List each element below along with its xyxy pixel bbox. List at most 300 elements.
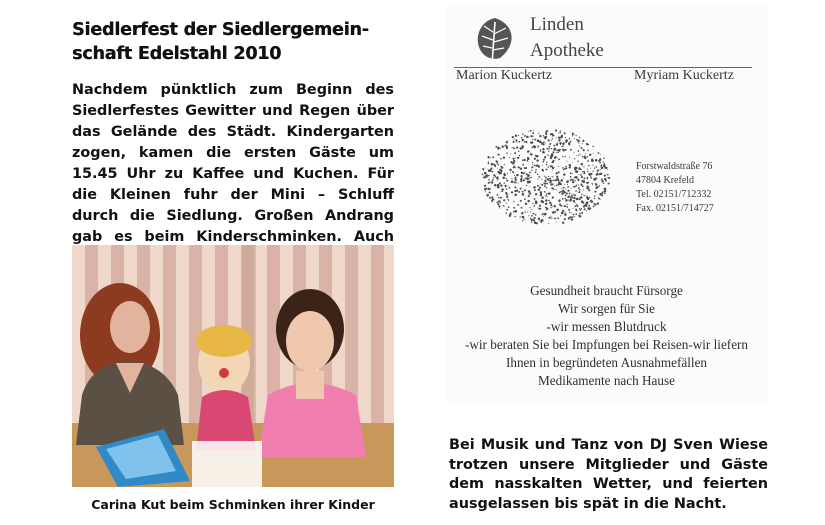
stipple-dot <box>488 161 489 162</box>
stipple-dot <box>593 178 594 179</box>
stipple-dot <box>566 193 568 195</box>
article-closing-text: Bei Musik und Tanz von DJ Sven Wiese trotzen unsere Mitglieder und Gäste dem nasskalten Wetter, und feierten ausgelassen bis spät in die Nacht. <box>449 437 768 512</box>
stipple-dot <box>581 176 583 178</box>
stipple-dot <box>497 176 499 178</box>
stipple-dot <box>513 160 515 162</box>
stipple-dot <box>524 171 525 172</box>
stipple-dot <box>604 190 607 193</box>
stipple-dot <box>560 144 561 145</box>
stipple-dot <box>522 191 524 193</box>
leaf-logo-icon <box>470 14 520 66</box>
stipple-dot <box>558 133 559 134</box>
stipple-dot <box>520 216 521 217</box>
stipple-dot <box>581 163 583 165</box>
stipple-dot <box>536 164 538 166</box>
pharmacy-name-line-1: Linden <box>530 14 584 35</box>
stipple-dot <box>587 177 588 178</box>
stipple-dot <box>540 149 541 150</box>
stipple-dot <box>595 159 598 162</box>
stipple-dot <box>546 169 548 171</box>
article-photo <box>72 245 394 487</box>
stipple-dot <box>524 198 526 200</box>
stipple-dot <box>510 172 511 173</box>
stipple-dot <box>556 172 558 174</box>
stipple-dot <box>496 202 497 203</box>
stipple-dot <box>500 197 502 199</box>
stipple-dot <box>596 186 599 189</box>
stipple-dot <box>512 171 513 172</box>
stipple-dot <box>592 165 593 166</box>
stipple-dot <box>503 157 505 159</box>
stipple-dot <box>564 212 565 213</box>
stipple-dot <box>543 182 544 183</box>
stipple-dot <box>581 212 583 214</box>
stipple-dot <box>552 161 554 163</box>
stipple-dot <box>584 195 585 196</box>
stipple-dot <box>550 202 552 204</box>
stipple-dot <box>531 209 532 210</box>
stipple-dot <box>489 182 490 183</box>
stipple-dot <box>550 183 552 185</box>
stipple-dot <box>587 160 589 162</box>
stipple-dot <box>565 188 566 189</box>
stipple-dot <box>535 155 536 156</box>
stipple-dot <box>592 171 593 172</box>
stipple-dot <box>523 172 525 174</box>
stipple-dot <box>556 209 559 212</box>
stipple-dot <box>495 176 496 177</box>
stipple-dot <box>535 214 537 216</box>
stipple-dot <box>489 188 491 190</box>
stipple-dot <box>511 178 512 179</box>
address-line: Tel. 02151/712332 <box>636 189 712 200</box>
stipple-dot <box>571 212 572 213</box>
stipple-dot <box>590 201 591 202</box>
stipple-dot <box>513 207 515 209</box>
stipple-dot <box>506 147 508 149</box>
stipple-dot <box>488 188 489 189</box>
stipple-dot <box>592 146 593 147</box>
stipple-dot <box>545 143 546 144</box>
stipple-dot <box>562 210 564 212</box>
stipple-dot <box>556 131 557 132</box>
stipple-dot <box>572 135 573 136</box>
stipple-dot <box>548 167 549 168</box>
stipple-dot <box>585 153 586 154</box>
stipple-dot <box>535 202 537 204</box>
stipple-dot <box>518 135 519 136</box>
stipple-dot <box>572 173 573 174</box>
stipple-dot <box>558 171 560 173</box>
stipple-dot <box>586 210 587 211</box>
stipple-dot <box>551 133 553 135</box>
slogan-line: Gesundheit braucht Fürsorge <box>530 283 683 298</box>
stipple-dot <box>599 193 602 196</box>
stipple-dot <box>532 164 533 165</box>
stipple-dot <box>554 157 556 159</box>
stipple-dot <box>527 174 530 177</box>
stipple-dot <box>507 140 508 141</box>
stipple-dot <box>527 160 529 162</box>
stipple-dot <box>555 137 556 138</box>
stipple-dot <box>529 186 530 187</box>
stipple-dot <box>578 150 580 152</box>
stipple-dot <box>599 173 601 175</box>
stipple-dot <box>579 191 581 193</box>
stipple-dot <box>591 183 592 184</box>
stippled-leaf-graphic <box>476 122 616 232</box>
stipple-dot <box>565 199 568 202</box>
stipple-dot <box>546 193 547 194</box>
stipple-dot <box>579 208 581 210</box>
stipple-dot <box>548 150 549 151</box>
stipple-dot <box>548 179 550 181</box>
stipple-dot <box>570 176 572 178</box>
stipple-dot <box>586 205 587 206</box>
slogan-line: Medikamente nach Hause <box>538 373 675 388</box>
stipple-dot <box>505 192 507 194</box>
stipple-dot <box>559 149 561 151</box>
stipple-dot <box>522 193 525 196</box>
stipple-dot <box>586 196 588 198</box>
stipple-dot <box>524 159 526 161</box>
stipple-dot <box>594 198 595 199</box>
stipple-dot <box>501 191 502 192</box>
stipple-dot <box>541 214 542 215</box>
stipple-dot <box>557 157 558 158</box>
stipple-dot <box>545 158 546 159</box>
stipple-dot <box>554 148 557 151</box>
stipple-dot <box>520 175 522 177</box>
stipple-dot <box>517 142 518 143</box>
stipple-dot <box>498 200 500 202</box>
stipple-dot <box>605 167 606 168</box>
stipple-dot <box>531 167 532 168</box>
stipple-dot <box>545 199 548 202</box>
stipple-dot <box>522 159 524 161</box>
stipple-dot <box>527 200 529 202</box>
stipple-dot <box>522 216 525 219</box>
stipple-dot <box>563 193 564 194</box>
stipple-dot <box>566 206 568 208</box>
stipple-dot <box>564 218 566 220</box>
stipple-dot <box>576 204 578 206</box>
stipple-dot <box>546 162 547 163</box>
stipple-dot <box>539 177 540 178</box>
address-line: Forstwaldstraße 76 <box>636 161 713 172</box>
stipple-dot <box>567 204 568 205</box>
stipple-dot <box>581 147 583 149</box>
stipple-dot <box>588 165 590 167</box>
stipple-dot <box>561 188 562 189</box>
stipple-dot <box>530 135 532 137</box>
stipple-dot <box>597 202 599 204</box>
stipple-dot <box>570 199 572 201</box>
stipple-dot <box>494 184 497 187</box>
stipple-dot <box>571 179 573 181</box>
stipple-dot <box>538 207 539 208</box>
stipple-dot <box>510 169 512 171</box>
stipple-dot <box>569 157 570 158</box>
stipple-dot <box>490 157 491 158</box>
stipple-dot <box>513 139 514 140</box>
stipple-dot <box>551 217 552 218</box>
stipple-dot <box>600 169 601 170</box>
stipple-dot <box>508 186 509 187</box>
stipple-dot <box>507 173 508 174</box>
stipple-dot <box>601 167 603 169</box>
stipple-dot <box>558 180 560 182</box>
stipple-dot <box>587 169 588 170</box>
pharmacy-name-line-2: Apotheke <box>530 40 604 61</box>
stipple-dot <box>567 180 569 182</box>
stipple-dot <box>593 206 595 208</box>
stipple-dot <box>519 155 520 156</box>
stipple-dot <box>527 157 529 159</box>
stipple-dot <box>514 152 516 154</box>
stipple-dot <box>504 185 506 187</box>
stipple-dot <box>604 168 605 169</box>
stipple-dot <box>528 150 530 152</box>
stipple-dot <box>491 163 494 166</box>
stipple-dot <box>516 182 517 183</box>
stipple-dot <box>542 165 543 166</box>
stipple-dot <box>529 193 531 195</box>
stipple-dot <box>583 177 585 179</box>
stipple-dot <box>603 183 604 184</box>
stipple-dot <box>527 181 528 182</box>
stipple-dot <box>602 192 604 194</box>
stipple-dot <box>575 169 576 170</box>
stipple-dot <box>497 203 499 205</box>
stipple-dot <box>544 213 547 216</box>
stipple-dot <box>531 219 533 221</box>
stipple-dot <box>546 148 548 150</box>
stipple-dot <box>564 174 565 175</box>
stipple-dot <box>498 197 500 199</box>
stipple-dot <box>566 140 568 142</box>
stipple-dot <box>534 146 536 148</box>
stipple-dot <box>570 201 571 202</box>
stipple-dot <box>506 203 507 204</box>
stipple-dot <box>520 188 522 190</box>
stipple-dot <box>578 192 579 193</box>
stipple-dot <box>570 172 572 174</box>
stipple-dot <box>532 162 533 163</box>
pharmacy-address <box>636 160 714 216</box>
stipple-dot <box>545 203 547 205</box>
stipple-dot <box>551 140 552 141</box>
stipple-dot <box>583 180 586 183</box>
stipple-dot <box>500 172 502 174</box>
stipple-dot <box>556 130 557 131</box>
stipple-dot <box>588 188 589 189</box>
stipple-dot <box>562 142 565 145</box>
stipple-dot <box>546 130 548 132</box>
stipple-dot <box>554 186 555 187</box>
stipple-dot <box>558 199 560 201</box>
stipple-dot <box>484 186 485 187</box>
stipple-dot <box>515 167 516 168</box>
stipple-dot <box>543 152 544 153</box>
stipple-dot <box>538 218 540 220</box>
stipple-dot <box>587 197 590 200</box>
stipple-dot <box>556 185 558 187</box>
stipple-dot <box>505 178 506 179</box>
stipple-dot <box>487 169 488 170</box>
stipple-dot <box>562 167 564 169</box>
stipple-dot <box>541 179 542 180</box>
stipple-dot <box>493 174 495 176</box>
stipple-dot <box>540 150 542 152</box>
stipple-dot <box>564 184 565 185</box>
stipple-dot <box>576 155 577 156</box>
stipple-dot <box>526 185 527 186</box>
stipple-dot <box>519 141 521 143</box>
stipple-dot <box>518 183 519 184</box>
stipple-dot <box>545 195 547 197</box>
stipple-dot <box>512 136 514 138</box>
stipple-dot <box>564 198 565 199</box>
stipple-dot <box>563 187 565 189</box>
stipple-dot <box>524 189 526 191</box>
stipple-dot <box>514 216 515 217</box>
stipple-dot <box>582 156 584 158</box>
stipple-dot <box>513 141 515 143</box>
stipple-dot <box>550 204 552 206</box>
stipple-dot <box>573 200 575 202</box>
stipple-dot <box>598 160 600 162</box>
stipple-dot <box>574 138 575 139</box>
stipple-dot <box>548 139 550 141</box>
stipple-dot <box>583 172 585 174</box>
stipple-dot <box>544 191 546 193</box>
stipple-dot <box>560 179 563 182</box>
stipple-dot <box>575 208 576 209</box>
stipple-dot <box>573 186 574 187</box>
stipple-dot <box>537 197 538 198</box>
stipple-dot <box>588 209 590 211</box>
stipple-dot <box>571 195 573 197</box>
stipple-dot <box>532 135 533 136</box>
stipple-dot <box>554 217 556 219</box>
stipple-dot <box>552 167 553 168</box>
stipple-dot <box>550 155 551 156</box>
stipple-dot <box>578 174 579 175</box>
stipple-dot <box>535 193 537 195</box>
stipple-dot <box>566 161 567 162</box>
stipple-dot <box>503 177 505 179</box>
stipple-dot <box>567 186 569 188</box>
pharmacy-ad <box>446 4 767 403</box>
stipple-dot <box>497 194 499 196</box>
stipple-dot <box>491 198 493 200</box>
stipple-dot <box>574 186 576 188</box>
stipple-dot <box>493 177 494 178</box>
stipple-dot <box>556 149 558 151</box>
stipple-dot <box>500 166 502 168</box>
stipple-dot <box>567 207 568 208</box>
stipple-dot <box>579 215 581 217</box>
stipple-dot <box>568 195 570 197</box>
stipple-dot <box>567 190 569 192</box>
stipple-dot <box>497 163 499 165</box>
stipple-dot <box>527 212 528 213</box>
stipple-dot <box>541 196 543 198</box>
stipple-dot <box>538 133 539 134</box>
slogan-line: -wir messen Blutdruck <box>546 319 667 334</box>
stipple-dot <box>560 215 561 216</box>
stipple-dot <box>550 207 551 208</box>
stipple-dot <box>574 134 575 135</box>
stipple-dot <box>561 205 563 207</box>
stipple-dot <box>536 159 538 161</box>
stipple-dot <box>506 213 507 214</box>
stipple-dot <box>558 140 559 141</box>
stipple-dot <box>533 205 535 207</box>
stipple-dot <box>521 212 523 214</box>
stipple-dot <box>601 178 603 180</box>
stipple-dot <box>549 143 551 145</box>
stipple-dot <box>599 185 600 186</box>
stipple-dot <box>491 181 493 183</box>
stipple-dot <box>603 165 606 168</box>
stipple-dot <box>533 187 535 189</box>
stipple-dot <box>532 203 533 204</box>
stipple-dot <box>588 189 590 191</box>
stipple-dot <box>499 208 500 209</box>
stipple-dot <box>520 147 522 149</box>
stipple-dot <box>584 208 586 210</box>
stipple-dot <box>579 145 580 146</box>
stipple-dot <box>571 216 573 218</box>
stipple-dot <box>506 141 508 143</box>
stipple-dot <box>530 130 532 132</box>
stipple-dot <box>509 157 510 158</box>
stipple-dot <box>571 218 573 220</box>
stipple-dot <box>513 147 515 149</box>
stipple-dot <box>537 173 539 175</box>
stipple-dot <box>601 164 602 165</box>
stipple-dot <box>547 154 548 155</box>
stipple-dot <box>515 179 517 181</box>
stipple-dot <box>546 183 548 185</box>
stipple-dot <box>504 164 505 165</box>
stipple-dot <box>578 184 579 185</box>
stipple-dot <box>591 177 592 178</box>
stipple-dot <box>533 213 535 215</box>
stipple-dot <box>603 161 604 162</box>
stipple-dot <box>531 222 532 223</box>
stipple-dot <box>568 218 570 220</box>
stipple-dot <box>588 182 589 183</box>
stipple-dot <box>582 213 583 214</box>
stipple-dot <box>537 178 538 179</box>
stipple-dot <box>575 135 576 136</box>
stipple-dot <box>575 176 577 178</box>
stipple-dot <box>517 157 519 159</box>
stipple-dot <box>516 146 518 148</box>
stipple-dot <box>589 154 591 156</box>
stipple-dot <box>537 139 540 142</box>
stipple-dot <box>578 167 580 169</box>
stipple-dot <box>532 138 533 139</box>
stipple-dot <box>552 180 553 181</box>
stipple-dot <box>544 185 546 187</box>
stipple-dot <box>514 165 515 166</box>
stipple-dot <box>506 209 508 211</box>
stipple-dot <box>580 210 581 211</box>
